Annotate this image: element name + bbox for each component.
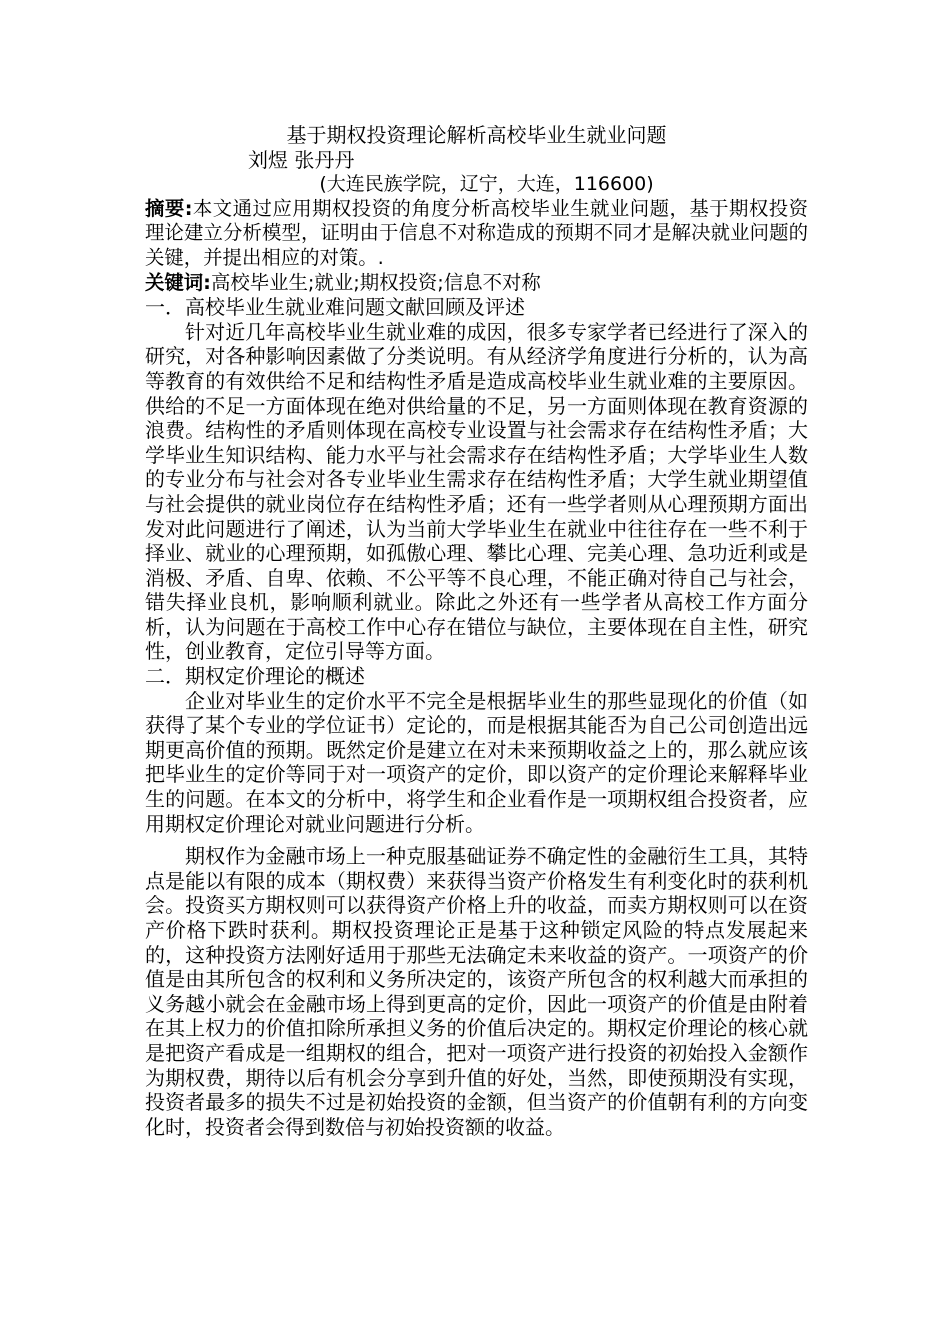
paper-authors: 刘煜 张丹丹: [248, 147, 355, 172]
abstract-text: 本文通过应用期权投资的角度分析高校毕业生就业问题，基于期权投资理论建立分析模型，证明由于信息不对称造成的预期不同才是解决就业问题的关键，并提出相应的对策。.: [145, 196, 808, 269]
section-2: [145, 664, 808, 1139]
keywords: [145, 271, 808, 296]
section-heading: 一．高校毕业生就业难问题文献回顾及评述: [145, 295, 525, 320]
section-1-paragraph-1: 针对近几年高校毕业生就业难的成因，很多专家学者已经进行了深入的研究，对各种影响因素做了分类说明。有从经济学角度进行分析的，认为高等教育的有效供给不足和结构性矛盾是造成高校毕业生就业难的主要原因。供给的不足一方面体现在绝对供给量的不足，另一方面则体现在教育资源的浪费。结构性的矛盾则体现在高校专业设置与社会需求存在结构性矛盾；大学毕业生知识结构、能力水平与社会需求存在结构性矛盾；大学毕业生人数的专业分布与社会对各专业毕业生需求存在结构性矛盾；大学生就业期望值与社会提供的就业岗位存在结构性矛盾；还有一些学者则从心理预期方面出发对此问题进行了阐述，认为当前大学毕业生在就业中往往存在一些不利于择业、就业的心理预期，如孤傲心理、攀比心理、完美心理、急功近利或是消极、矛盾、自卑、依赖、不公平等不良心理，不能正确对待自己与社会，错失择业良机，影响顺利就业。除此之外还有一些学者从高校工作方面分析，认为问题在于高校工作中心存在错位与缺位，主要体现在自主性，研究性，创业教育，定位引导等方面。: [145, 319, 808, 664]
section-2-paragraph-2: 期权作为金融市场上一种克服基础证券不确定性的金融衍生工具，其特点是能以有限的成本（期权费）来获得当资产价格发生有利变化时的获利机会。投资买方期权则可以获得资产价格上升的收益，而卖方期权则可以在资产价格下跌时获利。期权投资理论正是基于这种锁定风险的特点发展起来的，这种投资方法刚好适用于那些无法确定未来收益的资产。一项资产的价值是由其所包含的权利和义务所决定的，该资产所包含的权利越大而承担的义务越小就会在金融市场上得到更高的定价，因此一项资产的价值是由附着在其上权力的价值扣除所承担义务的价值后决定的。期权定价理论的核心就是把资产看成是一组期权的组合，把对一项资产进行投资的初始投入金额作为期权费，期待以后有机会分享到升值的好处，当然，即使预期没有实现，投资者最多的损失不过是初始投资的金额，但当资产的价值朝有利的方向变化时，投资者会得到数倍与初始投资额的收益。: [145, 844, 808, 1139]
abstract-label: 摘要:: [145, 196, 193, 220]
paper-affiliation: (大连民族学院，辽宁，大连，116600): [319, 173, 654, 196]
paper-title: 基于期权投资理论解析高校毕业生就业问题: [286, 123, 667, 147]
keywords-text: 高校毕业生;就业;期权投资;信息不对称: [210, 270, 541, 294]
section-1: [145, 295, 808, 664]
abstract: [145, 197, 808, 271]
paper-body: [145, 123, 808, 1139]
section-heading: 二．期权定价理论的概述: [145, 664, 365, 689]
keywords-label: 关键词:: [145, 270, 211, 294]
section-2-paragraph-1: 企业对毕业生的定价水平不完全是根据毕业生的那些显现化的价值（如获得了某个专业的学位证书）定论的，而是根据其能否为自己公司创造出远期更高价值的预期。既然定价是建立在对未来预期收益之上的，那么就应该把毕业生的定价等同于对一项资产的定价，即以资产的定价理论来解释毕业生的问题。在本文的分析中，将学生和企业看作是一项期权组合投资者，应用期权定价理论对就业问题进行分析。: [145, 688, 808, 836]
